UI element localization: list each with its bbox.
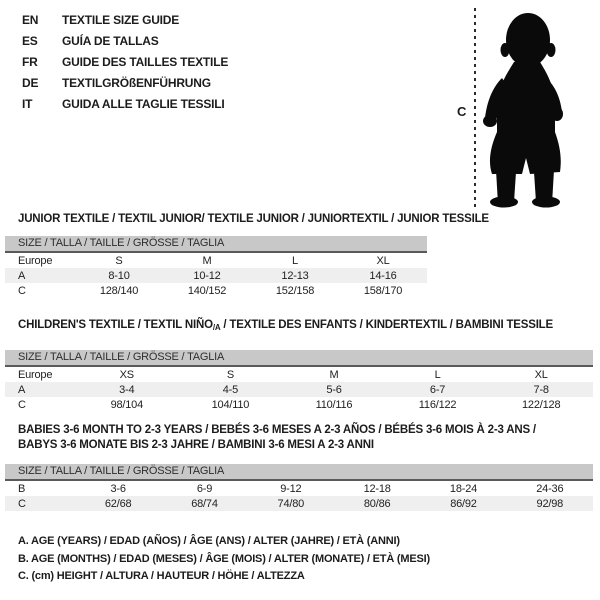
size-cell: 5-6 (326, 383, 342, 396)
height-measure-label: C (457, 104, 467, 119)
size-cell: 68/74 (191, 497, 218, 510)
size-cell: L (292, 254, 298, 267)
size-cell: XS (119, 368, 134, 381)
size-cell: 6-7 (429, 383, 446, 396)
size-cell: 8-10 (108, 269, 130, 282)
size-cell: 74/80 (277, 497, 305, 510)
children-size-table (5, 367, 593, 412)
height-dashed-line (474, 8, 476, 208)
row-label: C (18, 398, 26, 411)
size-cell: 122/128 (522, 398, 561, 411)
baby-silhouette-icon (482, 8, 568, 208)
note-age-months: B. AGE (MONTHS) / EDAD (MESES) / ÂGE (MOIS) / ALTER (MONATE) / ETÀ (MESI) (18, 552, 430, 565)
babies-section-title-line2: BABYS 3-6 MONATE BIS 2-3 JAHRE / BAMBINI 3-6 MESI A 2-3 ANNI (18, 439, 374, 451)
size-cell: 14-16 (369, 269, 397, 282)
language-title: GUÍA DE TALLAS (62, 34, 159, 48)
size-cell: 6-9 (196, 482, 213, 495)
row-label: Europe (18, 368, 53, 381)
size-cell: 4-5 (222, 383, 239, 396)
note-height-cm: C. (cm) HEIGHT / ALTURA / HAUTEUR / HÖHE / ALTEZZA (18, 570, 305, 582)
size-header-bar: SIZE / TALLA / TAILLE / GRÖSSE / TAGLIA (5, 350, 593, 367)
size-cell: M (329, 368, 339, 381)
language-code: EN (22, 13, 39, 27)
size-cell: 152/158 (275, 284, 315, 297)
size-header-bar: SIZE / TALLA / TAILLE / GRÖSSE / TAGLIA (5, 464, 593, 481)
row-label: A (18, 269, 26, 282)
table-row (5, 397, 593, 412)
row-label: Europe (18, 254, 53, 267)
language-code: FR (22, 55, 38, 69)
size-cell: 86/92 (450, 497, 477, 510)
size-cell: S (226, 368, 234, 381)
babies-textile-section (0, 423, 593, 511)
language-title: TEXTILGRÖßENFÜHRUNG (62, 76, 211, 90)
babies-size-table (5, 481, 593, 511)
children-section-title: CHILDREN'S TEXTILE / TEXTIL $NIÑO_{/A}$ / TEXTILE DES ENFANTS / KINDERTEXTIL / BAMBINI TESSILE (18, 319, 553, 332)
row-label: B (18, 482, 26, 495)
table-row (5, 253, 427, 268)
size-cell: 12-18 (363, 482, 391, 495)
row-label: C (18, 284, 26, 297)
size-cell: M (202, 254, 212, 267)
size-cell: 12-13 (281, 269, 309, 282)
size-cell: 110/116 (315, 398, 353, 411)
size-cell: 98/104 (110, 398, 144, 411)
size-cell: 80/86 (363, 497, 391, 510)
table-row (5, 496, 593, 511)
language-row (22, 31, 228, 52)
language-code: ES (22, 34, 38, 48)
language-list (22, 10, 228, 115)
size-cell: 18-24 (449, 482, 478, 495)
size-header-bar: SIZE / TALLA / TAILLE / GRÖSSE / TAGLIA (5, 236, 427, 253)
table-row (5, 283, 427, 298)
language-title: GUIDA ALLE TAGLIE TESSILI (62, 97, 225, 111)
size-cell: 116/122 (418, 398, 457, 411)
row-label: C (18, 497, 26, 510)
size-cell: 24-36 (536, 482, 564, 495)
size-cell: XL (376, 254, 390, 267)
junior-section-title: JUNIOR TEXTILE / TEXTIL JUNIOR/ TEXTILE JUNIOR / JUNIORTEXTIL / JUNIOR TESSILE (18, 213, 489, 225)
size-cell: S (115, 254, 123, 267)
size-cell: 3-4 (119, 383, 135, 396)
language-title: GUIDE DES TAILLES TEXTILE (62, 55, 229, 69)
legend-notes (18, 533, 430, 586)
language-row (22, 73, 228, 94)
size-cell: 9-12 (280, 482, 302, 495)
size-cell: 92/98 (536, 497, 564, 510)
table-row (5, 367, 593, 382)
size-cell: XL (534, 368, 548, 381)
table-row (5, 268, 427, 283)
size-cell: 140/152 (187, 284, 227, 297)
size-cell: 3-6 (110, 482, 126, 495)
children-textile-section (0, 318, 593, 412)
junior-textile-section (0, 212, 489, 298)
size-cell: L (434, 368, 441, 381)
language-row (22, 10, 228, 31)
size-cell: 7-8 (533, 383, 549, 396)
size-cell: 128/140 (99, 284, 139, 297)
language-row (22, 52, 228, 73)
language-row (22, 94, 228, 115)
babies-section-title-line1: BABIES 3-6 MONTH TO 2-3 YEARS / BEBÉS 3-6 MESES A 2-3 AÑOS / BÉBÉS 3-6 MOIS À 2-3 ANS / (18, 424, 536, 436)
size-cell: 62/68 (104, 497, 132, 510)
size-cell: 104/110 (211, 398, 250, 411)
junior-size-table (5, 253, 427, 298)
size-cell: 158/170 (363, 284, 403, 297)
table-row (5, 481, 593, 496)
table-row (5, 382, 593, 397)
size-cell: 10-12 (193, 269, 221, 282)
language-code: DE (22, 76, 39, 90)
language-code: IT (22, 97, 33, 111)
row-label: A (18, 383, 26, 396)
language-title: TEXTILE SIZE GUIDE (62, 13, 180, 27)
note-age-years: A. AGE (YEARS) / EDAD (AÑOS) / ÂGE (ANS) / ALTER (JAHRE) / ETÀ (ANNI) (18, 535, 400, 547)
